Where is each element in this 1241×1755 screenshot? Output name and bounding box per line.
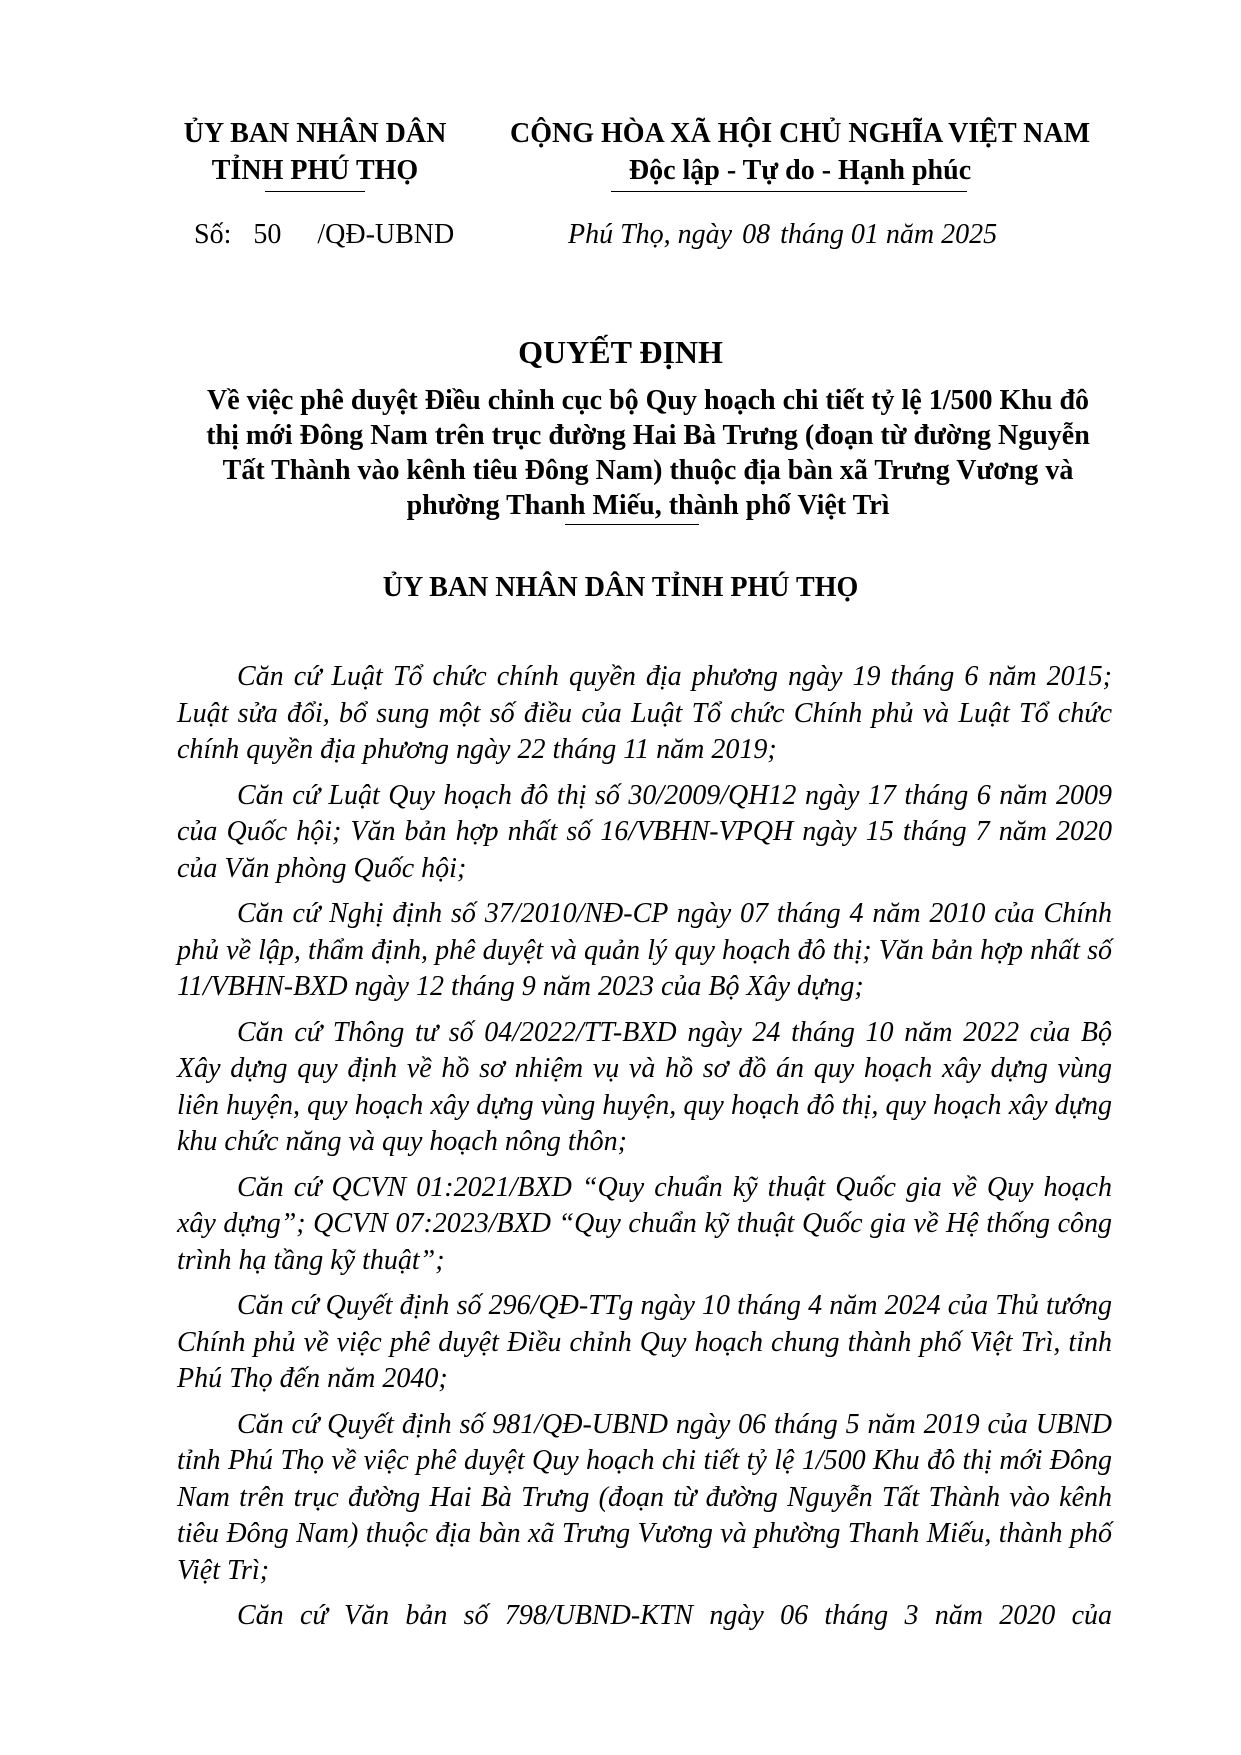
legal-basis-paragraph: Căn cứ Văn bản số 798/UBND-KTN ngày 06 tháng 3 năm 2020 của <box>237 1600 1112 1631</box>
subject-line: Tất Thành vào kênh tiêu Đông Nam) thuộc địa bàn xã Trưng Vương và <box>222 455 1074 486</box>
date-day: 08 <box>742 219 771 250</box>
subject-line: phường Thanh Miếu, thành phố Việt Trì <box>406 490 890 521</box>
subject-line: thị mới Đông Nam trên trục đường Hai Bà Trưng (đoạn từ đường Nguyễn <box>206 420 1090 451</box>
number-prefix: Số: <box>194 219 232 250</box>
national-motto <box>485 115 1115 189</box>
agency-name-line2: TỈNH PHÚ THỌ <box>211 155 419 186</box>
legal-basis-paragraph: Căn cứ Quyết định số 296/QĐ-TTg ngày 10 tháng 4 năm 2024 của Thủ tướng Chính phủ về việc phê duyệt Điều chỉnh Quy hoạch chung thành phố Việt Trì, tỉnh Phú Thọ đến năm 2040; <box>177 1290 1112 1394</box>
date-rest: tháng 01 năm 2025 <box>780 219 998 250</box>
document-number <box>194 218 454 252</box>
document-body <box>177 659 1112 1644</box>
legal-basis-paragraph: Căn cứ Luật Quy hoạch đô thị số 30/2009/QH12 ngày 17 tháng 6 năm 2009 của Quốc hội; Văn bản hợp nhất số 16/VBHN-VPQH ngày 15 tháng 7 năm 2020 của Văn phòng Quốc hội; <box>177 779 1112 884</box>
agency-underline <box>265 191 365 192</box>
document-subject <box>180 383 1116 523</box>
document-date <box>568 218 997 252</box>
agency-name-line1: ỦY BAN NHÂN DÂN <box>183 118 447 149</box>
legal-basis-paragraph: Căn cứ QCVN 01:2021/BXD “Quy chuẩn kỹ thuật Quốc gia về Quy hoạch xây dựng”; QCVN 07:2023/BXD “Quy chuẩn kỹ thuật Quốc gia về Hệ thống công trình hạ tầng kỹ thuật”; <box>177 1171 1112 1276</box>
motto-line: Độc lập - Tự do - Hạnh phúc <box>628 155 972 186</box>
legal-basis-paragraph: Căn cứ Quyết định số 981/QĐ-UBND ngày 06 tháng 5 năm 2019 của UBND tỉnh Phú Thọ về việc phê duyệt Quy hoạch chi tiết tỷ lệ 1/500 Khu đô thị mới Đông Nam trên trục đường Hai Bà Trưng (đoạn từ đường Nguyễn Tất Thành vào kênh tiêu Đông Nam) thuộc địa bàn xã Trưng Vương và phường Thanh Miếu, thành phố Việt Trì; <box>177 1408 1112 1586</box>
nation-name: CỘNG HÒA XÃ HỘI CHỦ NGHĨA VIỆT NAM <box>509 118 1091 149</box>
legal-basis-paragraph: Căn cứ Thông tư số 04/2022/TT-BXD ngày 24 tháng 10 năm 2022 của Bộ Xây dựng quy định về hồ sơ nhiệm vụ và hồ sơ đồ án quy hoạch xây dựng vùng liên huyện, quy hoạch xây dựng vùng huyện, quy hoạch đô thị, quy hoạch xây dựng khu chức năng và quy hoạch nông thôn; <box>177 1016 1112 1157</box>
legal-basis-paragraph: Căn cứ Luật Tổ chức chính quyền địa phương ngày 19 tháng 6 năm 2015; Luật sửa đổi, bổ sung một số điều của Luật Tổ chức Chính phủ và Luật Tổ chức chính quyền địa phương ngày 22 tháng 11 năm 2019; <box>177 661 1112 765</box>
subject-line: Về việc phê duyệt Điều chỉnh cục bộ Quy hoạch chi tiết tỷ lệ 1/500 Khu đô <box>206 385 1090 416</box>
number-value: 50 <box>253 219 282 250</box>
document-title: QUYẾT ĐỊNH <box>518 334 723 370</box>
issuing-agency <box>150 115 480 189</box>
date-place: Phú Thọ, ngày <box>568 219 733 250</box>
authority-heading: ỦY BAN NHÂN DÂN TỈNH PHÚ THỌ <box>382 572 859 603</box>
number-suffix: /QĐ-UBND <box>317 219 455 250</box>
subject-underline <box>565 524 699 525</box>
legal-basis-paragraph: Căn cứ Nghị định số 37/2010/NĐ-CP ngày 07 tháng 4 năm 2010 của Chính phủ về lập, thẩm định, phê duyệt và quản lý quy hoạch đô thị; Văn bản hợp nhất số 11/VBHN-BXD ngày 12 tháng 9 năm 2023 của Bộ Xây dựng; <box>177 898 1112 1002</box>
motto-underline <box>611 191 967 192</box>
